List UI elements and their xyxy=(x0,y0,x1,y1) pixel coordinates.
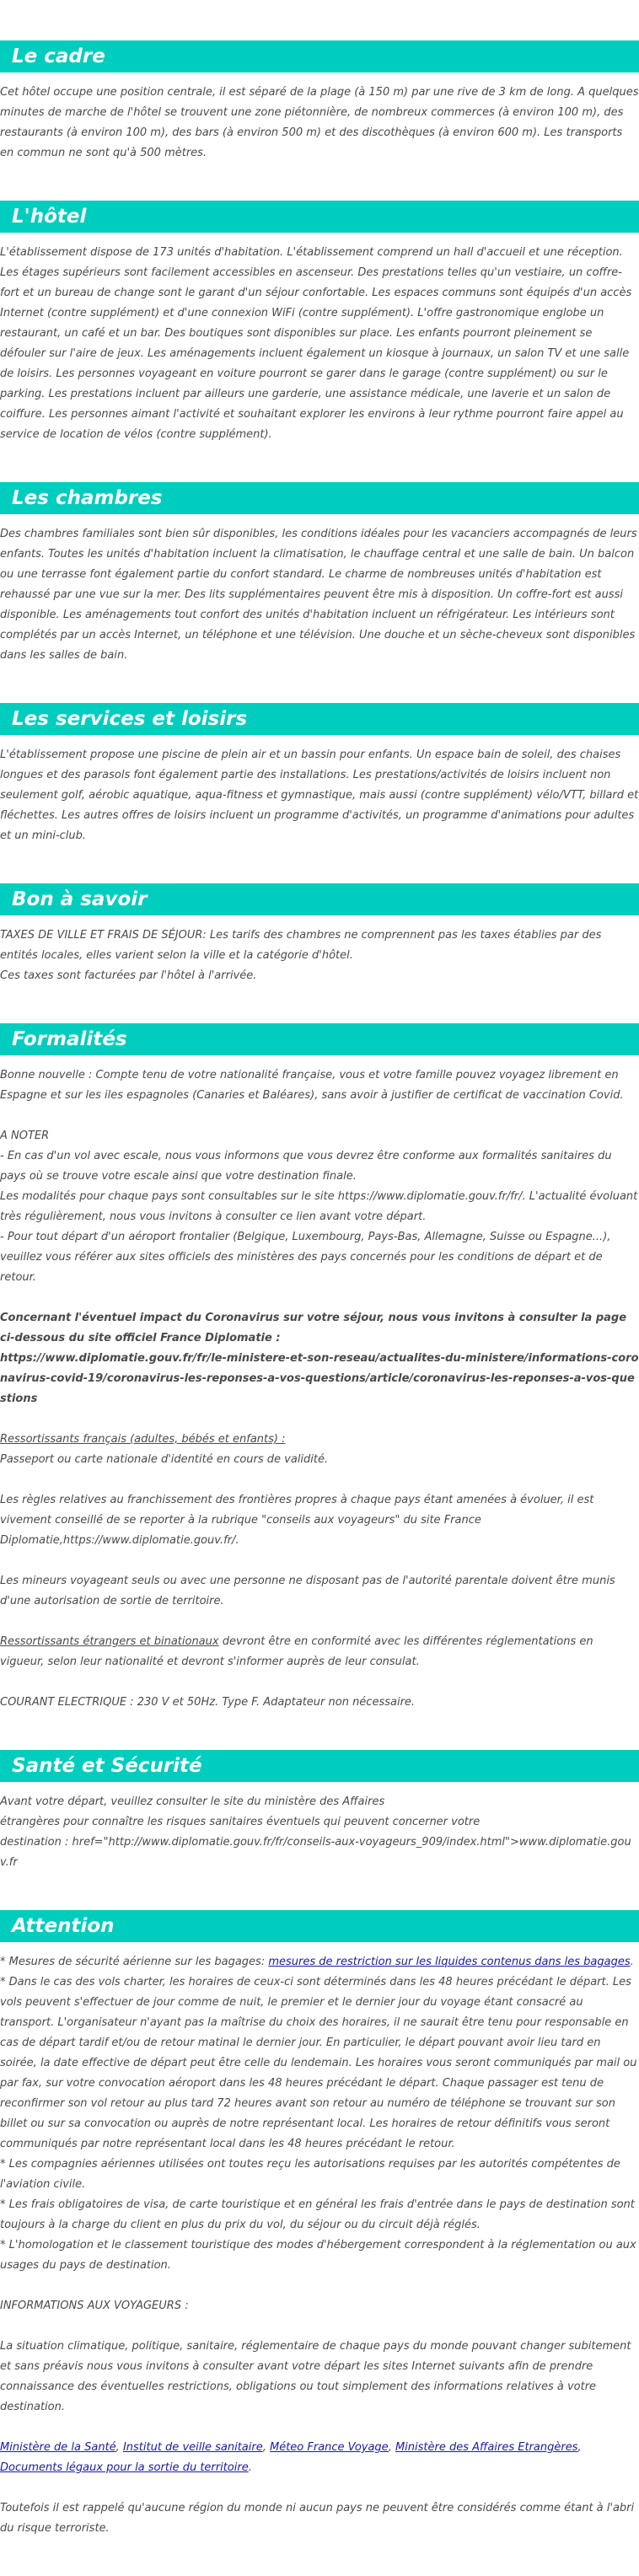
travellers-info-text: La situation climatique, politique, sanitaire, réglementaire de chaque pays du monde pouvant changer subitement et sans préavis nous vous invitons à consulter avant votre départ les sites Internet suivants afin de prendre connaissance des éventuelles restrictions, obligations ou tout simplement des informations relatives à votre destination. xyxy=(0,2340,631,2413)
minors-notice: Les mineurs voyageant seuls ou avec une personne ne disposant pas de l'autorité parentale doivent être munis d'une autorisation de sortie de territoire. xyxy=(0,1575,615,1607)
links-end: . xyxy=(248,2461,252,2474)
sante-line-2: étrangères pour connaître les risques sanitaires éventuels qui peuvent concerner votre xyxy=(0,1816,481,1828)
link-affaires-etrangeres[interactable]: Ministère des Affaires Etrangères xyxy=(395,2441,578,2454)
covid-url: https://www.diplomatie.gouv.fr/fr/le-ministere-et-son-reseau/actualites-du-ministere/informations-coronavirus-covid-19/coronavirus-les-reponses-a-vos-questions/article/coronavirus-les-reponses-a-vos-questions xyxy=(0,1352,639,1405)
section-sante xyxy=(0,1750,639,1873)
sante-line-1: Avant votre départ, veuillez consulter le site du ministère des Affaires xyxy=(0,1795,385,1808)
airlines-authorization: * Les compagnies aériennes utilisées ont toutes reçu les autorisations requises par les autorités compétentes de l'aviation civile. xyxy=(0,2158,620,2191)
border-rules: Les règles relatives au franchissement des frontières propres à chaque pays étant amenées à évoluer, il est vivement conseillé de se reporter à la rubrique "conseils aux voyageurs" du site France Diplomatie,https://www.diplomatie.gouv.fr/. xyxy=(0,1494,594,1547)
charter-flights: * Dans le cas des vols charter, les horaires de ceux-ci sont déterminés dans les 48 heures précédant le départ. Les vols peuvent s'effectuer de jour comme de nuit, le premier et le dernier jour du voyage étant consacré au transport. L'organisateur n'ayant pas la maîtrise du choix des horaires, il ne saurait être tenu pour responsable en cas de départ tardif et/ou de retour matinal le dernier jour. En particulier, le départ pouvant avoir lieu tard en soirée, la date effective de départ peut être celle du lendemain. Les horaires vous seront communiqués par mail ou par fax, sur votre convocation aéroport dans les 48 heures précédant le départ. Chaque passager est tenu de reconfirmer son vol retour au plus tard 72 heures avant son retour au numéro de téléphone se trouvant sur son billet ou sur sa convocation ou auprès de notre représentant local. Les horaires de retour définitifs vous seront communiqués par notre représentant local dans les 48 heures précédant le retour. xyxy=(0,1976,637,2150)
savoir-taxes: TAXES DE VILLE ET FRAIS DE SÉJOUR: Les tarifs des chambres ne comprennent pas les taxes établies par des entités locales, elles varient selon la ville et la catégorie d'hôtel. xyxy=(0,929,602,962)
homologation: * L'homologation et le classement touristique des modes d'hébergement correspondent à la réglementation ou aux usages du pays de destination. xyxy=(0,2239,636,2272)
terrorism-notice: Toutefois il est rappelé qu'aucune région du monde ni aucun pays ne peuvent être considérés comme étant à l'abri du risque terroriste. xyxy=(0,2502,635,2535)
useful-links xyxy=(0,2438,639,2478)
visa-fees: * Les frais obligatoires de visa, de carte touristique et en général les frais d'entrée dans le pays de destination sont toujours à la charge du client en plus du prix du vol, du séjour ou du circuit déjà réglés. xyxy=(0,2198,635,2231)
foreign-nationals-text: devront être en conformité avec les différentes réglementations en vigueur, selon leur nationalité et devront s'informer auprès de leur consulat. xyxy=(0,1635,593,1668)
section-title-services: Les services et loisirs xyxy=(0,703,639,735)
cadre-text: Cet hôtel occupe une position centrale, il est séparé de la plage (à 150 m) par une rive de 3 km de long. A quelques minutes de marche de l'hôtel se trouvent une zone piétonnière, de nombreux commerces (à environ 100 m), des restaurants (à environ 100 m), des bars (à environ 500 m) et des discothèques (à environ 600 m). Les transports en commun ne sont qu'à 500 mètres. xyxy=(0,86,639,159)
link-ministere-sante[interactable]: Ministère de la Santé xyxy=(0,2441,116,2454)
section-title-savoir: Bon à savoir xyxy=(0,883,639,915)
savoir-taxes-note: Ces taxes sont facturées par l'hôtel à l'arrivée. xyxy=(0,969,257,982)
section-attention xyxy=(0,1910,639,2539)
link-separator: , xyxy=(115,2441,123,2454)
note-modalities: Les modalités pour chaque pays sont consultables sur le site https://www.diplomatie.gouv.fr/fr/. L'actualité évoluant très régulièrement, nous vous invitons à consulter ce lien avant votre départ. xyxy=(0,1190,638,1223)
foreign-nationals xyxy=(0,1632,639,1672)
services-text: L'établissement propose une piscine de plein air et un bassin pour enfants. Un espace bain de soleil, des chaises longues et des parasols font également partie des installations. Les prestations/activités de loisirs incluent non seulement golf, aérobic aquatique, aqua-fitness et gymnastique, mais aussi (contre supplément) vélo/VTT, billard et fléchettes. Les autres offres de loisirs incluent un programme d'activités, un programme d'animations pour adultes et un mini-club. xyxy=(0,749,639,842)
section-hotel xyxy=(0,201,639,445)
link-documents-legaux[interactable]: Documents légaux pour la sortie du territoire xyxy=(0,2461,249,2474)
section-savoir xyxy=(0,883,639,986)
sante-line-3: destination : href="http://www.diplomatie.gouv.fr/fr/conseils-aux-voyageurs_909/index.html">www.diplomatie.gouv.fr xyxy=(0,1836,631,1869)
link-meteo-france[interactable]: Méteo France Voyage xyxy=(269,2441,389,2454)
formalites-good-news: Bonne nouvelle : Compte tenu de votre nationalité française, vous et votre famille pouvez voyagez librement en Espagne et sur les iles espagnoles (Canaries et Baléares), sans avoir à justifier de certificat de vaccination Covid. xyxy=(0,1069,624,1102)
link-separator: , xyxy=(262,2441,270,2454)
link-separator: , xyxy=(388,2441,395,2454)
note-stopover: - En cas d'un vol avec escale, nous vous informons que vous devrez être conforme aux formalités sanitaires du pays où se trouve votre escale ainsi que votre destination finale. xyxy=(0,1150,612,1183)
chambres-text: Des chambres familiales sont bien sûr disponibles, les conditions idéales pour les vacanciers accompagnés de leurs enfants. Toutes les unités d'habitation incluent la climatisation, le chauffage central et une salle de bain. Un balcon ou une terrasse font également partie du confort standard. Le charme de nombreuses unités d'habitation est rehaussé par une vue sur la mer. Des lits supplémentaires peuvent être mis à disposition. Un coffre-fort est aussi disponible. Les aménagements tout confort des unités d'habitation incluent un réfrigérateur. Les intérieurs sont complétés par un accès Internet, un téléphone et une télévision. Une douche et un sèche-cheveux sont disponibles dans les salles de bain. xyxy=(0,528,637,662)
baggage-security-end: . xyxy=(630,1956,634,1968)
hotel-text: L'établissement dispose de 173 unités d'habitation. L'établissement comprend un hall d'accueil et une réception. Les étages supérieurs sont facilement accessibles en ascenseur. Des prestations telles qu'un vestiaire, un coffre-fort et un bureau de change sont le garant d'un séjour confortable. Les espaces communs sont équipés d'un accès Internet (contre supplément) et d'une connexion WiFi (contre supplément). L'offre gastronomique englobe un restaurant, un café et un bar. Des boutiques sont disponibles sur place. Les enfants pourront pleinement se défouler sur l'aire de jeux. Les aménagements incluent également un kiosque à journaux, un salon TV et une salle de loisirs. Les personnes voyageant en voiture pourront se garer dans le garage (contre supplément) ou sur le parking. Les prestations incluent par ailleurs une garderie, une assistance médicale, une laverie et un salon de coiffure. Les personnes aimant l'activité et souhaitant explorer les environs à leur rythme pourront faire appel au service de location de vélos (contre supplément). xyxy=(0,246,632,441)
section-title-sante: Santé et Sécurité xyxy=(0,1750,639,1782)
section-title-hotel: L'hôtel xyxy=(0,201,639,233)
covid-notice: Concernant l'éventuel impact du Coronavirus sur votre séjour, nous vous invitons à consulter la page ci-dessous du site officiel France Diplomatie : xyxy=(0,1312,627,1344)
liquids-restriction-link[interactable]: mesures de restriction sur les liquides contenus dans les bagages xyxy=(268,1956,631,1968)
section-title-chambres: Les chambres xyxy=(0,482,639,514)
section-title-attention: Attention xyxy=(0,1910,639,1942)
section-title-formalites: Formalités xyxy=(0,1023,639,1055)
link-separator: , xyxy=(577,2441,582,2454)
section-title-cadre: Le cadre xyxy=(0,40,639,72)
section-services xyxy=(0,703,639,846)
travellers-info-label: INFORMATIONS AUX VOYAGEURS : xyxy=(0,2300,189,2312)
section-cadre xyxy=(0,40,639,164)
baggage-security-text: * Mesures de sécurité aérienne sur les bagages: xyxy=(0,1956,269,1968)
section-chambres xyxy=(0,482,639,666)
section-formalites xyxy=(0,1023,639,1713)
electric-power: COURANT ELECTRIQUE : 230 V et 50Hz. Type F. Adaptateur non nécessaire. xyxy=(0,1696,416,1709)
french-nationals-text: Passeport ou carte nationale d'identité en cours de validité. xyxy=(0,1453,329,1466)
note-border-airport: - Pour tout départ d'un aéroport frontalier (Belgique, Luxembourg, Pays-Bas, Allemagne, Suisse ou Espagne...), veuillez vous référer aux sites officiels des ministères des pays concernés pour les conditions de départ et de retour. xyxy=(0,1231,611,1284)
baggage-security xyxy=(0,1952,639,1972)
french-nationals-label: Ressortissants français (adultes, bébés et enfants) : xyxy=(0,1433,286,1446)
note-label: A NOTER xyxy=(0,1130,50,1142)
link-veille-sanitaire[interactable]: Institut de veille sanitaire xyxy=(122,2441,263,2454)
foreign-nationals-label: Ressortissants étrangers et binationaux xyxy=(0,1635,219,1648)
